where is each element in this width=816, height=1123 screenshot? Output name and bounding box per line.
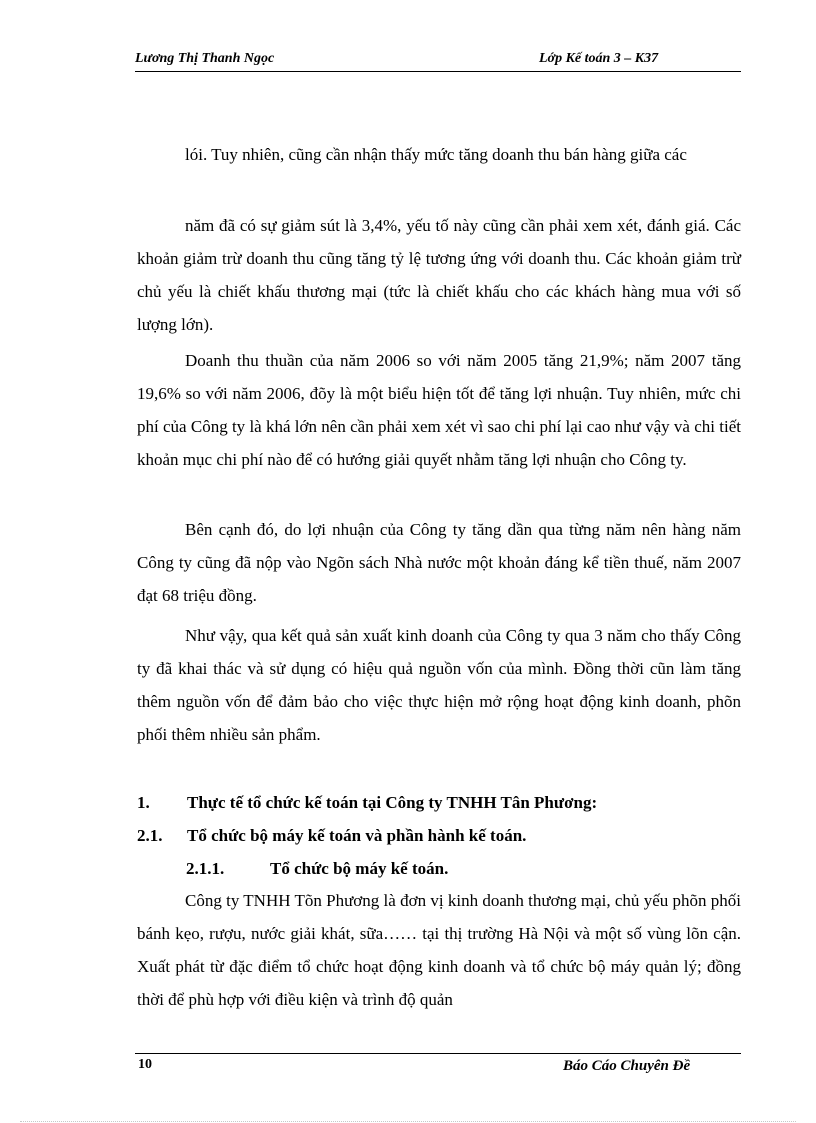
page-boundary-divider <box>20 1121 796 1122</box>
paragraph-text: năm đã có sự giảm sút là 3,4%, yếu tố này cũng cần phải xem xét, đánh giá. Các khoản giảm trừ doanh thu cũng tăng tỷ lệ tương ứng với doanh thu. Các khoản giảm trừ chủ yếu là chiết khấu thương mại (tức là chiết khấu cho các khách hàng mua với số lượng lớn). <box>137 216 741 334</box>
page-header <box>135 51 741 72</box>
paragraph-4 <box>137 513 741 612</box>
paragraph-1 <box>137 138 741 171</box>
paragraph-6 <box>137 884 741 1016</box>
paragraph-text: Như vậy, qua kết quả sản xuất kinh doanh của Công ty qua 3 năm cho thấy Công ty đã khai thác và sử dụng có hiệu quả nguồn vốn của mình. Đồng thời cũn làm tăng thêm nguồn vốn để đảm bảo cho việc thực hiện mở rộng hoạt động kinh doanh, phõn phối thêm nhiều sản phẩm. <box>137 626 741 744</box>
paragraph-text: Công ty TNHH Tõn Phương là đơn vị kinh doanh thương mại, chủ yếu phõn phối bánh kẹo, rượu, nước giải khát, sữa…… tại thị trường Hà Nội và một số vùng lõn cận. Xuất phát từ đặc điểm tổ chức hoạt động kinh doanh và tổ chức bộ máy quản lý; đồng thời để phù hợp với điều kiện và trình độ quản <box>137 891 741 1009</box>
heading-number: 2.1.1. <box>186 859 225 878</box>
paragraph-text: Doanh thu thuần của năm 2006 so với năm 2005 tăng 21,9%; năm 2007 tăng 19,6% so với năm 2006, đõy là một biểu hiện tốt để tăng lợi nhuận. Tuy nhiên, mức chi phí của Công ty là khá lớn nên cần phải xem xét vì sao chi phí lại cao như vậy và chi tiết khoản mục chi phí nào để có hướng giải quyết nhằm tăng lợi nhuận cho Công ty. <box>137 351 741 469</box>
heading-number: 1. <box>137 793 150 812</box>
page-number: 10 <box>138 1057 152 1072</box>
paragraph-5 <box>137 619 741 751</box>
paragraph-text: lói. Tuy nhiên, cũng cần nhận thấy mức tăng doanh thu bán hàng giữa các <box>185 145 687 164</box>
paragraph-3 <box>137 344 741 476</box>
footer-doc-type: Báo Cáo Chuyên Đề <box>563 1058 691 1074</box>
heading-number: 2.1. <box>137 826 163 845</box>
heading-text: Tổ chức bộ máy kế toán. <box>270 859 449 878</box>
paragraph-2 <box>137 209 741 341</box>
heading-text: Thực tế tổ chức kế toán tại Công ty TNHH Tân Phương: <box>187 793 598 812</box>
paragraph-text: Bên cạnh đó, do lợi nhuận của Công ty tăng dần qua từng năm nên hàng năm Công ty cũng đã nộp vào Ngõn sách Nhà nước một khoản đáng kể tiền thuế, năm 2007 đạt 68 triệu đồng. <box>137 520 741 605</box>
heading-text: Tổ chức bộ máy kế toán và phần hành kế toán. <box>187 826 527 845</box>
page-footer <box>135 1053 741 1084</box>
header-author: Lương Thị Thanh Ngọc <box>135 51 275 66</box>
header-class: Lớp Kế toán 3 – K37 <box>539 51 659 66</box>
